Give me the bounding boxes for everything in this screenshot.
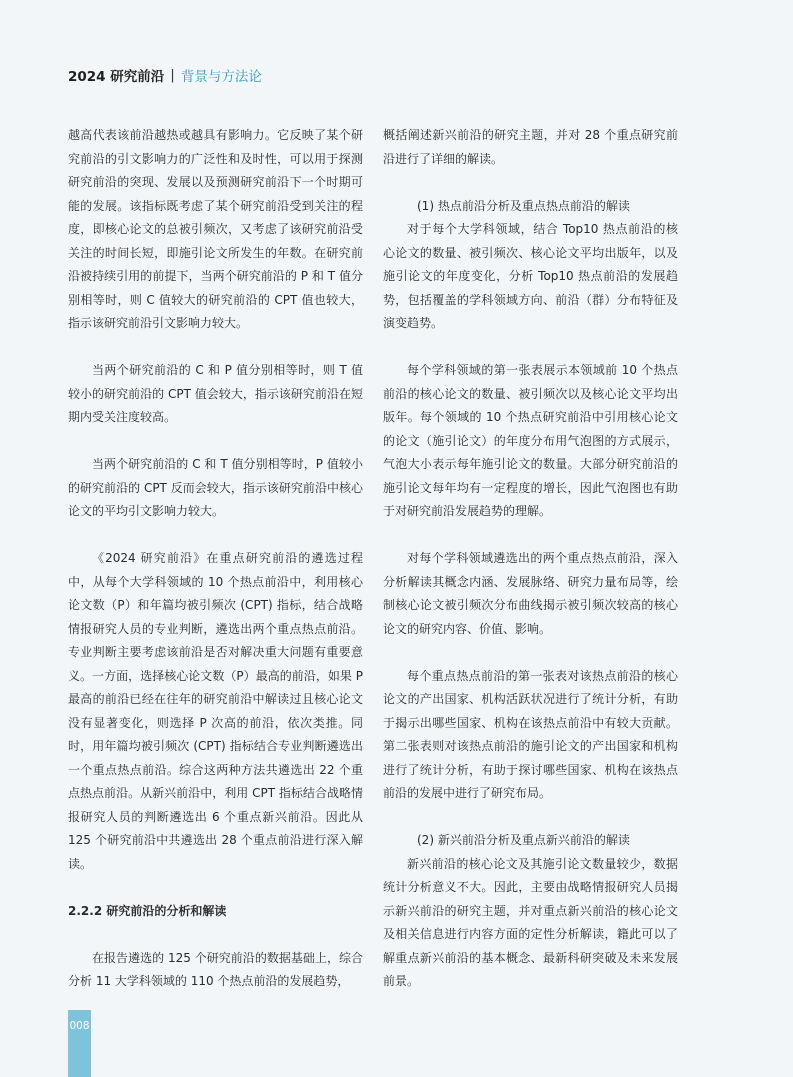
right-paragraph-6: 新兴前沿的核心论文及其施引论文数量较少，数据统计分析意义不大。因此，主要由战略情报研究人员揭示新兴前沿的研究主题，并对重点新兴前沿的核心论文及相关信息进行内容方面的定性分析解读，籍此可以了解重点新兴前沿的基本概念、最新科研突破及未来发展前景。 <box>383 856 678 988</box>
subheading-hot-fronts: (1) 热点前沿分析及重点热点前沿的解读 <box>417 198 630 213</box>
left-column <box>68 124 363 994</box>
right-paragraph-4: 对每个学科领域遴选出的两个重点热点前沿，深入分析解读其概念内涵、发展脉络、研究力量布局等，绘制核心论文被引频次分布曲线揭示被引频次较高的核心论文的研究内容、价值、影响。 <box>383 551 678 636</box>
left-paragraph-4: 《2024 研究前沿》在重点研究前沿的遴选过程中，从每个大学科领域的 10 个热点前沿中，利用核心论文数（P）和年篇均被引频次 (CPT) 指标，结合战略情报研究人员的专业判断，遴选出两个重点热点前沿。专业判断主要考虑该前沿是否对解决重大问题有重要意义。一方面，选择核心论文数（P）最高的前沿，如果 P 最高的前沿已经在往年的研究前沿中解读过且核心论文没有显著变化，则选择 P 次高的前沿，依次类推。同时，用年篇均被引频次 (CPT) 指标结合专业判断遴选出一个重点热点前沿。综合这两种方法共遴选出 22 个重点热点前沿。从新兴前沿中，利用 CPT 指标结合战略情报研究人员的判断遴选出 6 个重点新兴前沿。因此从 125 个研究前沿中共遴选出 28 个重点前沿进行深入解读。 <box>68 551 363 871</box>
section-subtitle: 背景与方法论 <box>180 69 262 85</box>
left-paragraph-3: 当两个研究前沿的 C 和 T 值分别相等时，P 值较小的研究前沿的 CPT 反而会较大，指示该研究前沿中核心论文的平均引文影响力较大。 <box>68 457 363 518</box>
right-paragraph-5: 每个重点热点前沿的第一张表对该热点前沿的核心论文的产出国家、机构活跃状况进行了统计分析，有助于揭示出哪些国家、机构在该热点前沿中有较大贡献。第二张表则对该热点前沿的施引论文的产出国家和机构进行了统计分析，有助于探讨哪些国家、机构在该热点前沿的发展中进行了研究布局。 <box>383 668 678 800</box>
left-paragraph-5: 在报告遴选的 125 个研究前沿的数据基础上，综合分析 11 大学科领域的 110 个热点前沿的发展趋势， <box>68 950 363 988</box>
page-number: 008 <box>69 1020 90 1032</box>
header-separator: | <box>170 67 175 83</box>
right-paragraph-2: 对于每个大学科领域，结合 Top10 热点前沿的核心论文的数量、被引频次、核心论文平均出版年，以及施引论文的年度变化，分析 Top10 热点前沿的发展趋势，包括覆盖的学科领域方向、前沿（群）分布特征及演变趋势。 <box>383 222 678 330</box>
left-paragraph-1: 越高代表该前沿越热或越具有影响力。它反映了某个研究前沿的引文影响力的广泛性和及时性，可以用于探测研究前沿的突现、发展以及预测研究前沿下一个时期可能的发展。该指标既考虑了某个研究前沿受到关注的程度，即核心论文的总被引频次，又考虑了该研究前沿受关注的时间长短，即施引论文所发生的年数。在研究前沿被持续引用的前提下，当两个研究前沿的 P 和 T 值分别相等时，则 C 值较大的研究前沿的 CPT 值也较大，指示该研究前沿引文影响力较大。 <box>68 128 363 330</box>
report-title: 2024 研究前沿 <box>68 69 165 85</box>
page-number-tab <box>68 1010 91 1077</box>
left-paragraph-2: 当两个研究前沿的 C 和 P 值分别相等时，则 T 值较小的研究前沿的 CPT 值会较大，指示该研究前沿在短期内受关注度较高。 <box>68 363 363 424</box>
right-paragraph-3: 每个学科领域的第一张表展示本领域前 10 个热点前沿的核心论文的数量、被引频次以及核心论文平均出版年。每个领域的 10 个热点研究前沿中引用核心论文的论文（施引论文）的年度分布用气泡图的方式展示，气泡大小表示每年施引论文的数量。大部分研究前沿的施引论文每年均有一定程度的增长，因此气泡图也有助于对研究前沿发展趋势的理解。 <box>383 363 678 518</box>
right-column <box>383 124 678 994</box>
right-paragraph-1: 概括阐述新兴前沿的研究主题，并对 28 个重点研究前沿进行了详细的解读。 <box>383 128 678 166</box>
section-heading: 2.2.2 研究前沿的分析和解读 <box>68 903 227 918</box>
subheading-emerging-fronts: (2) 新兴前沿分析及重点新兴前沿的解读 <box>417 833 630 847</box>
running-header <box>68 64 262 86</box>
